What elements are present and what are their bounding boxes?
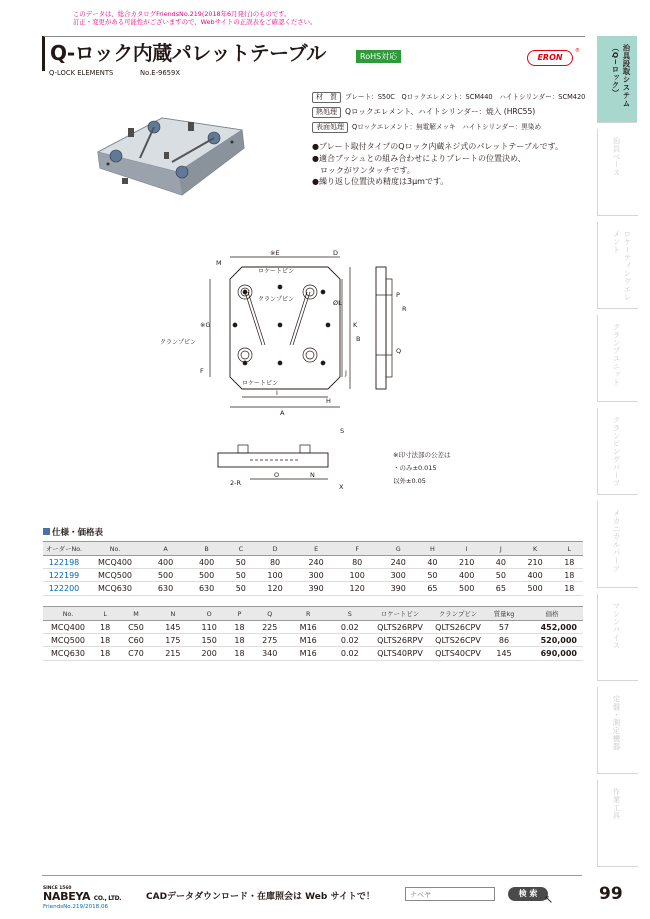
col-c: C: [227, 542, 254, 556]
cell: 0.02: [329, 647, 371, 660]
col-order-no: オーダーNo.: [43, 542, 85, 556]
sidebar-item-locating[interactable]: [597, 222, 638, 309]
tolerance-title: ※印寸法部の公差は: [393, 451, 451, 459]
cell: 50: [227, 582, 254, 595]
cell: C50: [117, 621, 154, 634]
cell: 18: [93, 647, 117, 660]
sidebar-item-clamp-unit[interactable]: [597, 315, 638, 402]
sidebar-item-label: メカニカルパーツ: [612, 509, 621, 573]
cell: 65: [419, 582, 446, 595]
rohs-badge: RoHS対応: [356, 50, 401, 63]
cell: 400: [446, 569, 487, 582]
product-number: No.E-9659X: [140, 69, 180, 77]
heat-value: Qロックエレメント、ハイトシリンダー：焼入 (HRC55): [345, 107, 536, 116]
cell: MCQ400: [85, 556, 145, 569]
cell: 120: [255, 582, 296, 595]
cell: 175: [155, 634, 191, 647]
cell: C60: [117, 634, 154, 647]
cell: 18: [227, 634, 251, 647]
col-r: R: [288, 607, 329, 621]
table-row: [43, 634, 583, 647]
dim-h: H: [326, 397, 331, 405]
search-input[interactable]: ナベヤ: [405, 887, 495, 901]
dim-j: J: [345, 369, 347, 377]
cell: M16: [288, 634, 329, 647]
cell: 18: [556, 556, 583, 569]
page-number: 99: [599, 884, 623, 904]
tolerance-note: [393, 449, 450, 488]
spec-heat-treatment: [312, 106, 535, 118]
dim-f: F: [200, 367, 204, 375]
cell: QLTS40CPV: [429, 647, 487, 660]
price-cell: 452,000: [521, 621, 583, 634]
spec-material: [312, 91, 585, 103]
registered-mark: ®: [575, 48, 580, 54]
order-number-link[interactable]: 122198: [43, 556, 85, 569]
sidebar-item-label: マシンバイス: [612, 602, 621, 650]
pin-price-table: [43, 606, 583, 661]
sidebar-item-mechanical[interactable]: [597, 501, 638, 588]
col-e: E: [296, 542, 337, 556]
cell: 40: [487, 556, 514, 569]
cell: 145: [155, 621, 191, 634]
col-price: 価格: [521, 607, 583, 621]
col-b: B: [186, 542, 227, 556]
page-title: Q-ロック内蔵パレットテーブル: [50, 41, 326, 65]
sidebar-item-label: クランピングパーツ: [612, 416, 621, 488]
notice-line-1: このデータは、総合カタログFriendsNo.219(2018年6月発行)のものです。: [73, 10, 291, 18]
feature-item: ●繰り返し位置決め精度は3μmです。: [312, 177, 449, 187]
cell: 500: [145, 569, 186, 582]
cell: 18: [93, 634, 117, 647]
cell: QLTS26RPV: [371, 621, 429, 634]
cell: 400: [186, 556, 227, 569]
cell: 50: [487, 569, 514, 582]
cell: 80: [337, 556, 378, 569]
material-value: プレート：S50C Qロックエレメント：SCM440 ハイトシリンダー：SCM420: [345, 93, 586, 101]
notice-line-2: 訂正・変更がある可能性がございますので、Webサイトの正誤表をご確認ください。: [73, 18, 317, 27]
table-row: [43, 582, 583, 595]
cad-download-text: CADデータダウンロード・在庫照会は Web サイトで！: [146, 892, 375, 902]
cell: 80: [255, 556, 296, 569]
cell: MCQ400: [43, 621, 93, 634]
cell: 18: [227, 621, 251, 634]
cell: 340: [252, 647, 288, 660]
locate-pin-label-bottom: ロケートピン: [242, 380, 279, 387]
sidebar-item-label: 治具ベース: [612, 137, 621, 177]
table-header-row: [43, 542, 583, 556]
cell: 215: [155, 647, 191, 660]
col-no: No.: [85, 542, 145, 556]
dim-l: ØL: [333, 299, 342, 307]
sidebar-item-label: 定盤・測定機器: [612, 695, 621, 751]
cell: M16: [288, 621, 329, 634]
feature-item: ロックがワンタッチです。: [312, 165, 415, 175]
cell: 145: [487, 647, 521, 660]
sidebar-item-jig-setup[interactable]: [597, 36, 637, 123]
cell: 400: [145, 556, 186, 569]
cell: 150: [191, 634, 227, 647]
dim-k: K: [353, 321, 358, 329]
nabeya-logo: [43, 886, 121, 910]
col-k: K: [515, 542, 556, 556]
cell: QLTS26RPV: [371, 634, 429, 647]
cell: MCQ630: [85, 582, 145, 595]
feature-item: ●適合ブッシュとの組み合わせによりプレートの位置決め、: [312, 153, 526, 163]
cell: 110: [191, 621, 227, 634]
cell: 275: [252, 634, 288, 647]
cell: 200: [191, 647, 227, 660]
dim-q: Q: [396, 347, 402, 355]
cell: 120: [337, 582, 378, 595]
table-row: [43, 556, 583, 569]
col-s: S: [329, 607, 371, 621]
cell: 18: [556, 569, 583, 582]
dim-o: O: [274, 471, 280, 479]
surface-label: 表面処理: [312, 122, 348, 133]
product-category: Q-LOCK ELEMENTS: [49, 69, 114, 77]
col-a: A: [145, 542, 186, 556]
eron-logo: ERON: [527, 50, 573, 66]
brand-name: NABEYA: [43, 890, 91, 903]
cell: MCQ500: [85, 569, 145, 582]
dim-2r: 2-R: [230, 479, 241, 487]
spec-surface-treatment: [312, 121, 541, 133]
cell: 300: [378, 569, 419, 582]
col-l: L: [93, 607, 117, 621]
clamp-pin-label-left: クランプピン: [160, 339, 197, 346]
friends-number: FriendsNo.219/2018.06: [43, 904, 109, 910]
cell: QLTS26CPV: [429, 621, 487, 634]
col-o: O: [191, 607, 227, 621]
square-icon: [43, 528, 50, 535]
footer-divider: [42, 875, 582, 876]
sidebar-item-clamping-parts[interactable]: [597, 408, 638, 495]
brand-suffix: CO., LTD.: [93, 895, 122, 902]
cell: M16: [288, 647, 329, 660]
col-l: L: [556, 542, 583, 556]
cell: 100: [337, 569, 378, 582]
price-cell: 690,000: [521, 647, 583, 660]
sidebar-item-label: クランプユニット: [612, 323, 621, 387]
cell: 630: [145, 582, 186, 595]
sidebar-item-label: ロケーティングエレメント: [612, 230, 632, 302]
dim-p-side: P: [396, 291, 400, 299]
product-photo: [92, 90, 252, 202]
col-g: G: [378, 542, 419, 556]
cell: 18: [93, 621, 117, 634]
col-n: N: [155, 607, 191, 621]
cell: MCQ630: [43, 647, 93, 660]
search-button[interactable]: 検 索: [508, 887, 548, 901]
spec-price-title: [43, 526, 103, 538]
cell: C70: [117, 647, 154, 660]
cell: 225: [252, 621, 288, 634]
order-number-link[interactable]: 122199: [43, 569, 85, 582]
dim-i: I: [276, 389, 278, 397]
cell: 240: [296, 556, 337, 569]
dim-d: D: [333, 249, 339, 257]
feature-list: [312, 141, 597, 188]
sidebar-item-measuring[interactable]: [597, 687, 638, 774]
cell: 500: [446, 582, 487, 595]
dim-n: N: [310, 471, 315, 479]
table-row: [43, 621, 583, 634]
order-number-link[interactable]: 122200: [43, 582, 85, 595]
cell: QLTS40RPV: [371, 647, 429, 660]
cell: 18: [227, 647, 251, 660]
cell: 100: [255, 569, 296, 582]
catalog-notice: [73, 10, 316, 27]
sidebar-item-label: 治具段取システム（Q−ロック）: [611, 44, 631, 108]
dim-e: ※E: [270, 249, 280, 257]
cell: 40: [419, 556, 446, 569]
col-p: P: [227, 607, 251, 621]
col-m: M: [117, 607, 154, 621]
heat-label: 熱処理: [312, 107, 341, 118]
cell: 50: [227, 569, 254, 582]
cell: 630: [186, 582, 227, 595]
col-h: H: [419, 542, 446, 556]
cell: 210: [446, 556, 487, 569]
table-header-row: [43, 607, 583, 621]
sidebar-item-tools[interactable]: [597, 780, 638, 867]
col-j: J: [487, 542, 514, 556]
cell: 400: [515, 569, 556, 582]
col-clamp-pin: クランプピン: [429, 607, 487, 621]
cell: 18: [556, 582, 583, 595]
table-row: [43, 647, 583, 660]
col-d: D: [255, 542, 296, 556]
tolerance-1: ・のみ±0.015: [393, 464, 437, 472]
dim-b: B: [356, 335, 361, 343]
cell: 0.02: [329, 634, 371, 647]
cell: 57: [487, 621, 521, 634]
feature-item: ●プレート取付タイプのQロック内蔵ネジ式のパレットテーブルです。: [312, 142, 563, 151]
col-locate-pin: ロケートピン: [371, 607, 429, 621]
cell: QLTS26CPV: [429, 634, 487, 647]
cell: 65: [487, 582, 514, 595]
sidebar-item-jig-base[interactable]: [597, 129, 638, 216]
dim-s: S: [340, 427, 345, 435]
cell: 500: [186, 569, 227, 582]
col-mass: 質量kg: [487, 607, 521, 621]
col-f: F: [337, 542, 378, 556]
dim-g: ※G: [200, 321, 211, 329]
cell: 210: [515, 556, 556, 569]
clamp-pin-label-top: クランプピン: [258, 296, 295, 303]
cell: 390: [296, 582, 337, 595]
table-row: [43, 569, 583, 582]
material-label: 材 質: [312, 92, 341, 103]
sidebar-item-label: 作業工具: [612, 788, 621, 820]
col-no: No.: [43, 607, 93, 621]
cursor-icon: ↖: [544, 893, 554, 906]
locate-pin-label-top: ロケートピン: [258, 268, 295, 275]
dim-m: M: [216, 259, 222, 267]
dimension-table: [43, 541, 583, 596]
dim-r-side: R: [402, 305, 407, 313]
cell: 500: [515, 582, 556, 595]
cell: MCQ500: [43, 634, 93, 647]
tolerance-2: 以外±0.05: [393, 477, 426, 485]
surface-value: Qロックエレメント：無電解メッキ ハイトシリンダー：黒染め: [352, 123, 542, 131]
cell: 0.02: [329, 621, 371, 634]
since-text: SINCE 1560: [43, 886, 72, 891]
cell: 50: [419, 569, 446, 582]
cell: 240: [378, 556, 419, 569]
spec-price-title-text: 仕様・価格表: [52, 528, 104, 538]
dim-x: X: [339, 483, 344, 491]
price-cell: 520,000: [521, 634, 583, 647]
dim-a: A: [280, 409, 285, 417]
col-q: Q: [252, 607, 288, 621]
cell: 300: [296, 569, 337, 582]
cell: 86: [487, 634, 521, 647]
cell: 390: [378, 582, 419, 595]
sidebar-item-vise[interactable]: [597, 594, 638, 681]
col-i: I: [446, 542, 487, 556]
cell: 50: [227, 556, 254, 569]
